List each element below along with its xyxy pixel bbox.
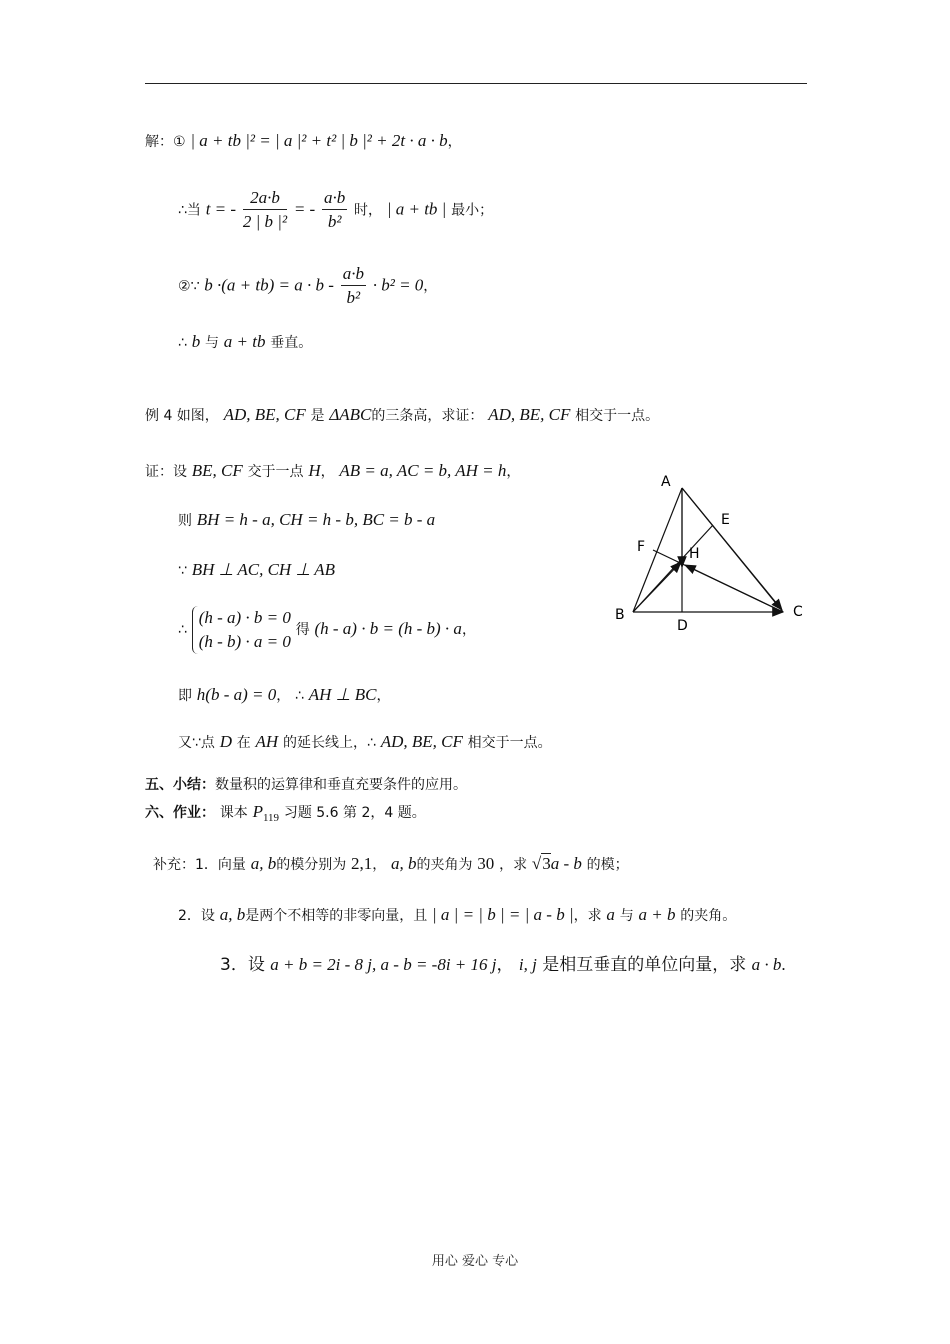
header-rule [145,83,807,84]
label-h: H [689,546,700,562]
footer-text: 用心 爱心 专心 [431,1254,519,1269]
example-4-statement: 例 4 如图， AD, BE, CF 是 ΔABC的三条高，求证： AD, BE, CF 相交于一点。 [145,405,660,424]
proof-line-5: 即 h(b - a) = 0， ∴ AH ⊥ BC， [178,685,391,704]
label-f: F [637,539,646,555]
triangle-figure [605,470,815,640]
solution-line-2: ∴当 t = - $\frac{2a\cdot b}{\text{2 | b |²}}$ = - $\frac{a\cdot b}{\text{b²}}$ 时， | a + tb | 最小； [178,187,493,234]
fraction-2: $\frac{a\cdot b}{\text{b²}}$ [324,188,346,231]
solution-line-1: 解：① | a + tb |² = | a |² + t² | b |² + 2t · a · b， [145,131,462,150]
solution-line-3: ②∵ b ·(a + tb) = a · b - $\frac{a\cdot b}{\text{b²}}$ · b² = 0， [178,263,437,310]
proof-line-6: 又∵点 D 在 AH 的延长线上，∴ AD, BE, CF 相交于一点。 [178,732,552,751]
label-a: A [661,474,671,490]
supplement-item-3: 3．设 a + b = 2i - 8 j, a - b = -8i + 16 j， i, j 是相互垂直的单位向量，求 a · b. [220,955,786,975]
label-d: D [677,618,688,634]
equation-system: (h - a) · b = 0 (h - b) · a = 0 [192,606,291,654]
label-c: C [793,604,803,620]
proof-line-2: 则 BH = h - a, CH = h - b, BC = b - a [178,510,436,529]
fraction-3: $\frac{a\cdot b}{\text{b²}}$ [342,264,364,307]
label-e: E [721,512,730,528]
sqrt-symbol: √ [531,854,542,873]
proof-line-3: ∵ BH ⊥ AC, CH ⊥ AB [178,560,335,579]
supplement-item-1: 补充：1．向量 a, b的模分别为 2,1， a, b的夹角为 30 ，求 √3a - b 的模； [153,854,629,873]
homework-line: 六、作业： 课本 $P_{119}$ 习题 5.6 第 2，4 题。 [145,802,426,824]
summary-line: 五、小结：数量积的运算律和垂直充要条件的应用。 [145,777,467,793]
proof-line-4: ∴ (h - a) · b = 0 (h - b) · a = 0 得 (h - a) · b = (h - b) · a， [178,606,476,654]
equation-1: | a + tb |² = | a |² + t² | b |² + 2t · a · b [190,131,448,150]
label-b: B [615,607,625,623]
proof-line-1: 证：设 BE, CF 交于一点 H， AB = a, AC = b, AH = h， [145,461,521,480]
vector-bh [633,562,681,612]
fraction-1: $\frac{2a\cdot b}{\text{2 | b |²}}$ [242,188,288,231]
supplement-item-2: 2．设 a, b是两个不相等的非零向量，且 | a | = | b | = | a - b |，求 a 与 a + b 的夹角。 [178,905,737,924]
solution-line-4: ∴ b 与 a + tb 垂直。 [178,332,313,351]
vector-ch [685,565,783,612]
